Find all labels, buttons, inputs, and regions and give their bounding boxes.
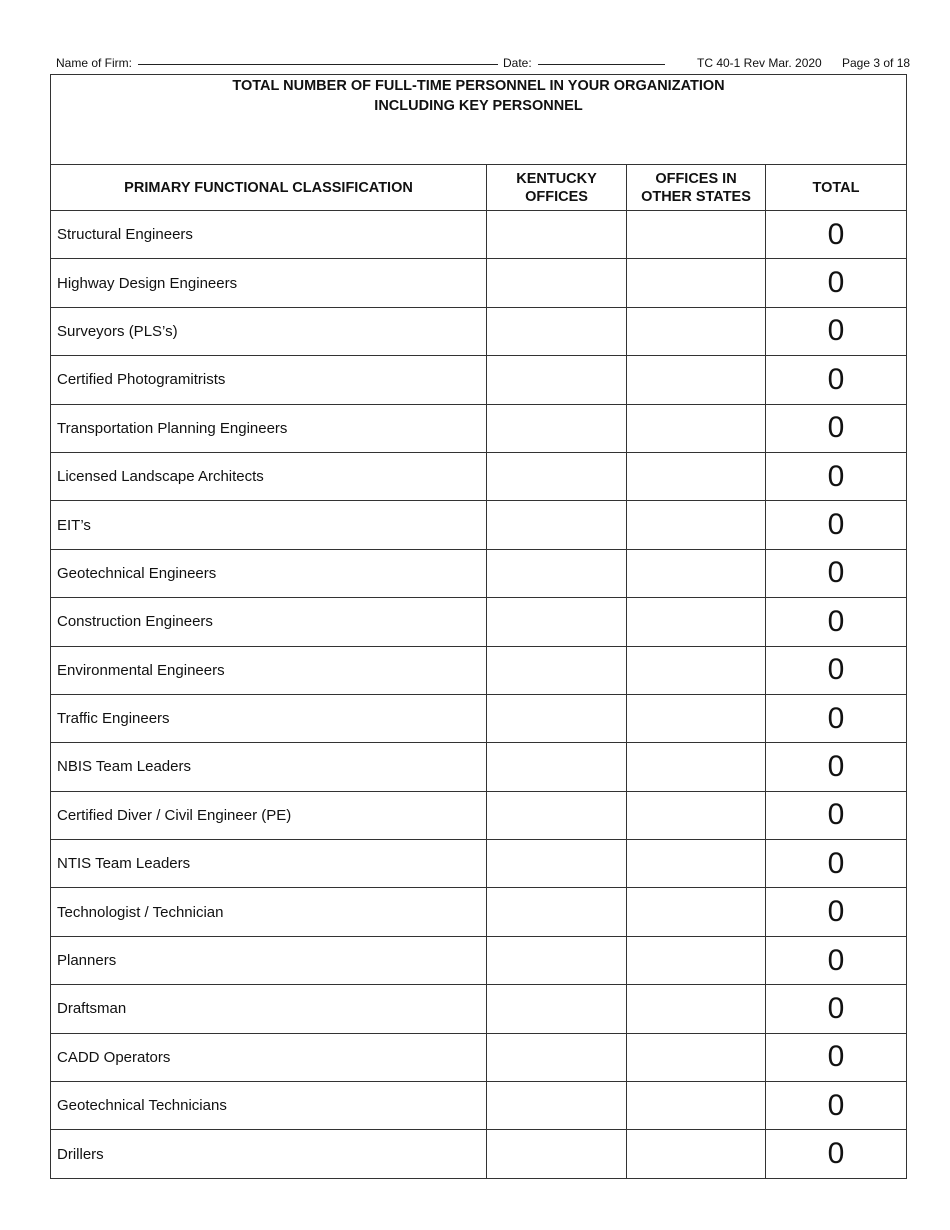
table-row	[51, 743, 907, 791]
row-label: Traffic Engineers	[51, 694, 487, 742]
personnel-table	[50, 74, 907, 1179]
row-label: Technologist / Technician	[51, 888, 487, 936]
row-label: Licensed Landscape Architects	[51, 452, 487, 500]
other-states-cell[interactable]	[627, 598, 766, 646]
kentucky-offices-cell[interactable]	[487, 840, 627, 888]
other-states-cell[interactable]	[627, 1130, 766, 1178]
kentucky-offices-cell[interactable]	[487, 743, 627, 791]
table-row	[51, 307, 907, 355]
total-cell: 0	[766, 1130, 907, 1178]
col-header-kentucky: KENTUCKY OFFICES	[487, 165, 627, 211]
row-label: NTIS Team Leaders	[51, 840, 487, 888]
form-id: TC 40-1 Rev Mar. 2020	[697, 56, 822, 70]
table-row	[51, 549, 907, 597]
total-cell: 0	[766, 646, 907, 694]
kentucky-offices-cell[interactable]	[487, 259, 627, 307]
other-states-cell[interactable]	[627, 259, 766, 307]
total-cell: 0	[766, 404, 907, 452]
firm-name-label: Name of Firm:	[56, 56, 133, 70]
kentucky-offices-cell[interactable]	[487, 888, 627, 936]
other-states-cell[interactable]	[627, 307, 766, 355]
kentucky-offices-cell[interactable]	[487, 1082, 627, 1130]
total-cell: 0	[766, 936, 907, 984]
other-states-cell[interactable]	[627, 549, 766, 597]
row-label: Highway Design Engineers	[51, 259, 487, 307]
other-states-cell[interactable]	[627, 404, 766, 452]
kentucky-offices-cell[interactable]	[487, 694, 627, 742]
date-field[interactable]	[538, 64, 665, 65]
row-label: Transportation Planning Engineers	[51, 404, 487, 452]
table-row	[51, 1082, 907, 1130]
total-cell: 0	[766, 694, 907, 742]
row-label: Certified Diver / Civil Engineer (PE)	[51, 791, 487, 839]
other-states-cell[interactable]	[627, 694, 766, 742]
form-header	[56, 54, 916, 72]
kentucky-offices-cell[interactable]	[487, 936, 627, 984]
total-cell: 0	[766, 356, 907, 404]
firm-name-field[interactable]	[138, 64, 498, 65]
column-header-row	[51, 165, 907, 211]
kentucky-offices-cell[interactable]	[487, 356, 627, 404]
row-label: Geotechnical Engineers	[51, 549, 487, 597]
other-states-cell[interactable]	[627, 840, 766, 888]
total-cell: 0	[766, 743, 907, 791]
table-title	[51, 75, 907, 165]
total-cell: 0	[766, 259, 907, 307]
kentucky-offices-cell[interactable]	[487, 791, 627, 839]
row-label: Planners	[51, 936, 487, 984]
col-header-classification: PRIMARY FUNCTIONAL CLASSIFICATION	[51, 165, 487, 211]
row-label: Surveyors (PLS’s)	[51, 307, 487, 355]
table-row	[51, 936, 907, 984]
table-row	[51, 501, 907, 549]
total-cell: 0	[766, 1033, 907, 1081]
table-row	[51, 356, 907, 404]
row-label: Draftsman	[51, 985, 487, 1033]
table-title-line-2: INCLUDING KEY PERSONNEL	[374, 98, 583, 114]
other-states-cell[interactable]	[627, 646, 766, 694]
other-states-cell[interactable]	[627, 501, 766, 549]
kentucky-offices-cell[interactable]	[487, 404, 627, 452]
total-cell: 0	[766, 791, 907, 839]
col-header-total: TOTAL	[766, 165, 907, 211]
kentucky-offices-cell[interactable]	[487, 1033, 627, 1081]
table-row	[51, 791, 907, 839]
other-states-cell[interactable]	[627, 936, 766, 984]
row-label: Geotechnical Technicians	[51, 1082, 487, 1130]
row-label: NBIS Team Leaders	[51, 743, 487, 791]
other-states-cell[interactable]	[627, 888, 766, 936]
table-row	[51, 259, 907, 307]
total-cell: 0	[766, 211, 907, 259]
row-label: Environmental Engineers	[51, 646, 487, 694]
total-cell: 0	[766, 598, 907, 646]
table-row	[51, 694, 907, 742]
table-row	[51, 985, 907, 1033]
total-cell: 0	[766, 549, 907, 597]
total-cell: 0	[766, 840, 907, 888]
table-row	[51, 404, 907, 452]
other-states-cell[interactable]	[627, 356, 766, 404]
other-states-cell[interactable]	[627, 1033, 766, 1081]
row-label: Structural Engineers	[51, 211, 487, 259]
kentucky-offices-cell[interactable]	[487, 985, 627, 1033]
total-cell: 0	[766, 888, 907, 936]
total-cell: 0	[766, 307, 907, 355]
table-row	[51, 646, 907, 694]
total-cell: 0	[766, 1082, 907, 1130]
kentucky-offices-cell[interactable]	[487, 598, 627, 646]
row-label: CADD Operators	[51, 1033, 487, 1081]
page-number: Page 3 of 18	[842, 56, 911, 70]
kentucky-offices-cell[interactable]	[487, 646, 627, 694]
date-label: Date:	[503, 56, 532, 70]
row-label: Certified Photogramitrists	[51, 356, 487, 404]
other-states-cell[interactable]	[627, 791, 766, 839]
table-row	[51, 598, 907, 646]
table-title-line-1: TOTAL NUMBER OF FULL-TIME PERSONNEL IN YOUR ORGANIZATION	[232, 78, 725, 94]
kentucky-offices-cell[interactable]	[487, 1130, 627, 1178]
table-row	[51, 888, 907, 936]
table-row	[51, 1130, 907, 1178]
other-states-cell[interactable]	[627, 211, 766, 259]
row-label: Drillers	[51, 1130, 487, 1178]
total-cell: 0	[766, 985, 907, 1033]
total-cell: 0	[766, 501, 907, 549]
table-row	[51, 1033, 907, 1081]
other-states-cell[interactable]	[627, 743, 766, 791]
table-row	[51, 452, 907, 500]
other-states-cell[interactable]	[627, 452, 766, 500]
kentucky-offices-cell[interactable]	[487, 549, 627, 597]
other-states-cell[interactable]	[627, 1082, 766, 1130]
kentucky-offices-cell[interactable]	[487, 452, 627, 500]
kentucky-offices-cell[interactable]	[487, 501, 627, 549]
row-label: Construction Engineers	[51, 598, 487, 646]
col-header-other-states: OFFICES IN OTHER STATES	[627, 165, 766, 211]
total-cell: 0	[766, 452, 907, 500]
other-states-cell[interactable]	[627, 985, 766, 1033]
table-row	[51, 840, 907, 888]
table-row	[51, 211, 907, 259]
kentucky-offices-cell[interactable]	[487, 307, 627, 355]
kentucky-offices-cell[interactable]	[487, 211, 627, 259]
row-label: EIT’s	[51, 501, 487, 549]
